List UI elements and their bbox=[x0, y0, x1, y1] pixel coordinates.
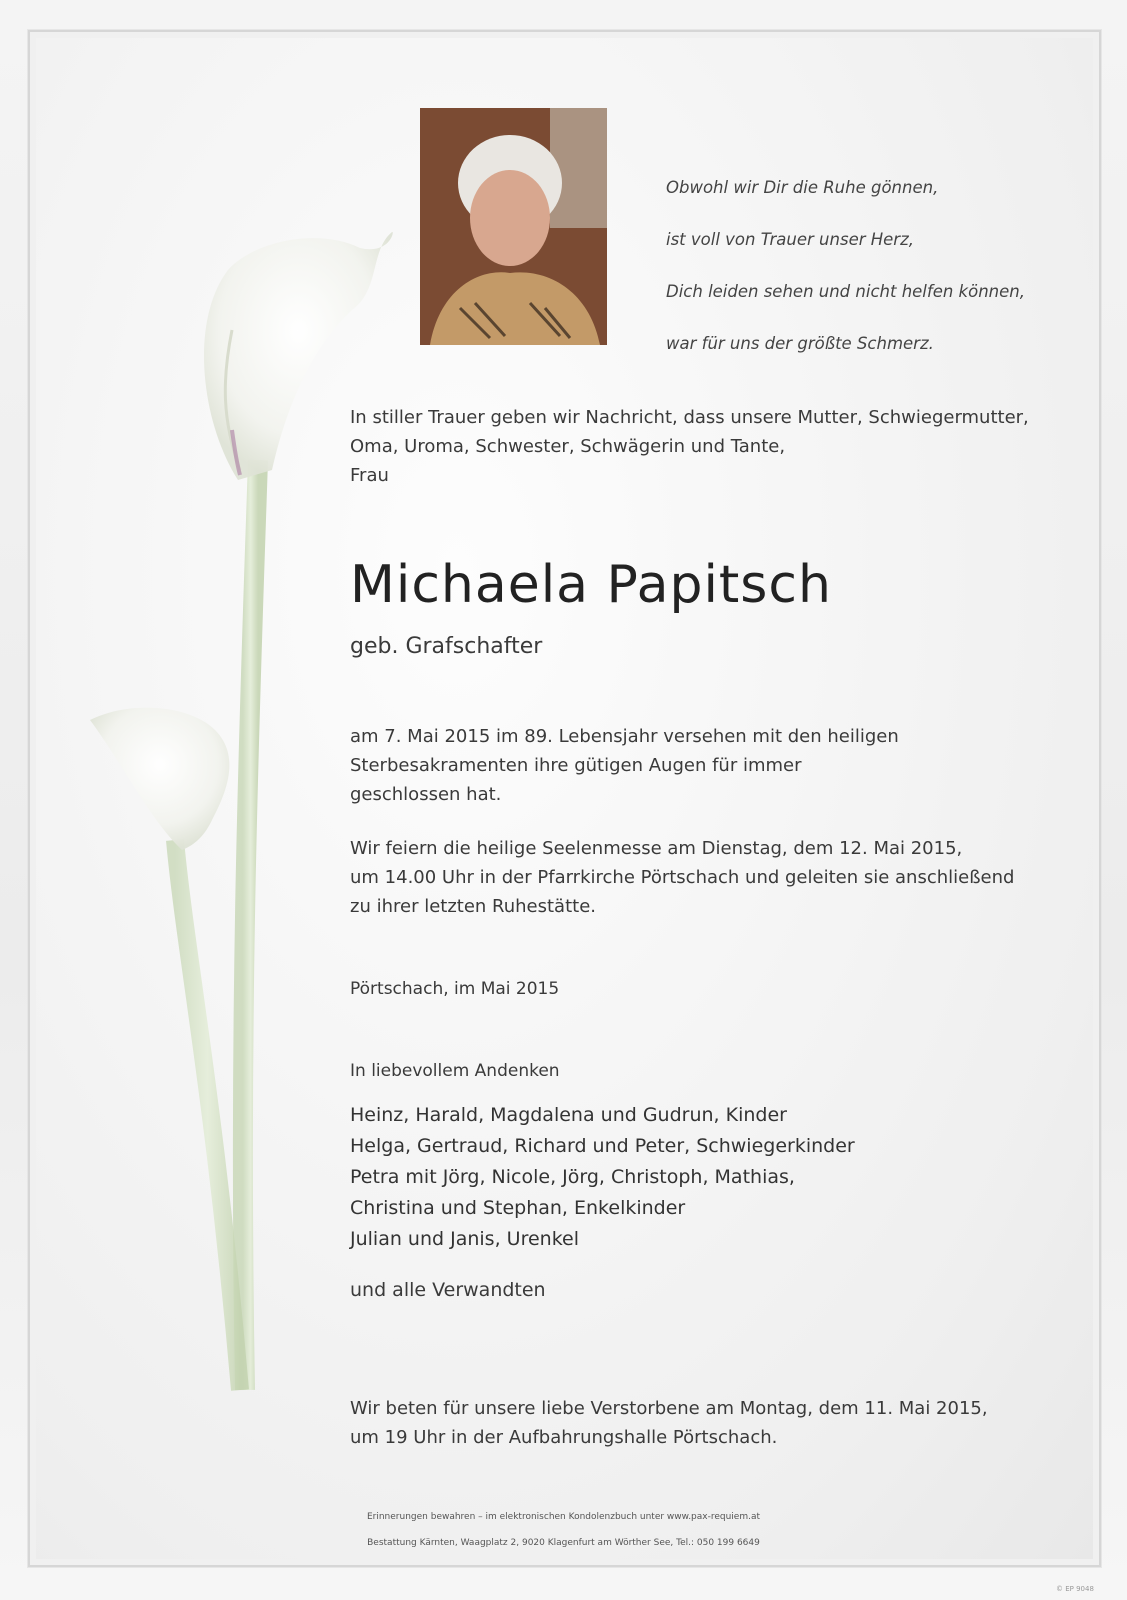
death-notice bbox=[350, 722, 1070, 809]
mass-line: Wir feiern die heilige Seelenmesse am Dienstag, dem 12. Mai 2015, bbox=[350, 838, 963, 859]
mass-notice bbox=[350, 834, 1070, 921]
portrait-photo bbox=[420, 108, 607, 345]
intro-line: Oma, Uroma, Schwester, Schwägerin und Tante, bbox=[350, 436, 786, 457]
death-line: Sterbesakramenten ihre gütigen Augen für immer bbox=[350, 755, 802, 776]
intro-line: Frau bbox=[350, 465, 389, 486]
poem-line: Obwohl wir Dir die Ruhe gönnen, bbox=[666, 178, 939, 197]
family-line: Julian und Janis, Urenkel bbox=[350, 1228, 579, 1250]
print-code: © EP 9048 bbox=[1056, 1585, 1094, 1593]
footer-condolence: Erinnerungen bewahren – im elektronischen Kondolenzbuch unter www.pax-requiem.at bbox=[366, 1512, 761, 1522]
family-line: Heinz, Harald, Magdalena und Gudrun, Kinder bbox=[350, 1104, 787, 1126]
prayer-line: um 19 Uhr in der Aufbahrungshalle Pörtschach. bbox=[350, 1427, 778, 1448]
announcement-intro bbox=[350, 403, 1070, 490]
calla-lily-illustration bbox=[0, 0, 400, 1400]
place-date: Pörtschach, im Mai 2015 bbox=[350, 979, 560, 999]
maiden-name: geb. Grafschafter bbox=[350, 634, 543, 659]
prayer-line: Wir beten für unsere liebe Verstorbene am Montag, dem 11. Mai 2015, bbox=[350, 1398, 988, 1419]
family-line: Helga, Gertraud, Richard und Peter, Schwiegerkinder bbox=[350, 1135, 855, 1157]
poem-line: war für uns der größte Schmerz. bbox=[666, 334, 934, 353]
family-list bbox=[350, 1100, 855, 1255]
death-line: am 7. Mai 2015 im 89. Lebensjahr versehen mit den heiligen bbox=[350, 726, 899, 747]
poem-line: ist voll von Trauer unser Herz, bbox=[666, 230, 914, 249]
prayer-notice bbox=[350, 1394, 1070, 1452]
death-line: geschlossen hat. bbox=[350, 784, 502, 805]
poem-line: Dich leiden sehen und nicht helfen können, bbox=[666, 282, 1025, 301]
relatives-line: und alle Verwandten bbox=[350, 1279, 546, 1301]
family-line: Christina und Stephan, Enkelkinder bbox=[350, 1197, 686, 1219]
memory-label: In liebevollem Andenken bbox=[350, 1061, 560, 1081]
deceased-name: Michaela Papitsch bbox=[350, 555, 832, 615]
footer-address: Bestattung Kärnten, Waagplatz 2, 9020 Klagenfurt am Wörther See, Tel.: 050 199 6649 bbox=[367, 1538, 760, 1548]
intro-line: In stiller Trauer geben wir Nachricht, dass unsere Mutter, Schwiegermutter, bbox=[350, 407, 1029, 428]
mass-line: zu ihrer letzten Ruhestätte. bbox=[350, 896, 596, 917]
family-line: Petra mit Jörg, Nicole, Jörg, Christoph, Mathias, bbox=[350, 1166, 795, 1188]
poem bbox=[666, 149, 1066, 383]
portrait-image bbox=[420, 108, 607, 345]
mass-line: um 14.00 Uhr in der Pfarrkirche Pörtschach und geleiten sie anschließend bbox=[350, 867, 1015, 888]
